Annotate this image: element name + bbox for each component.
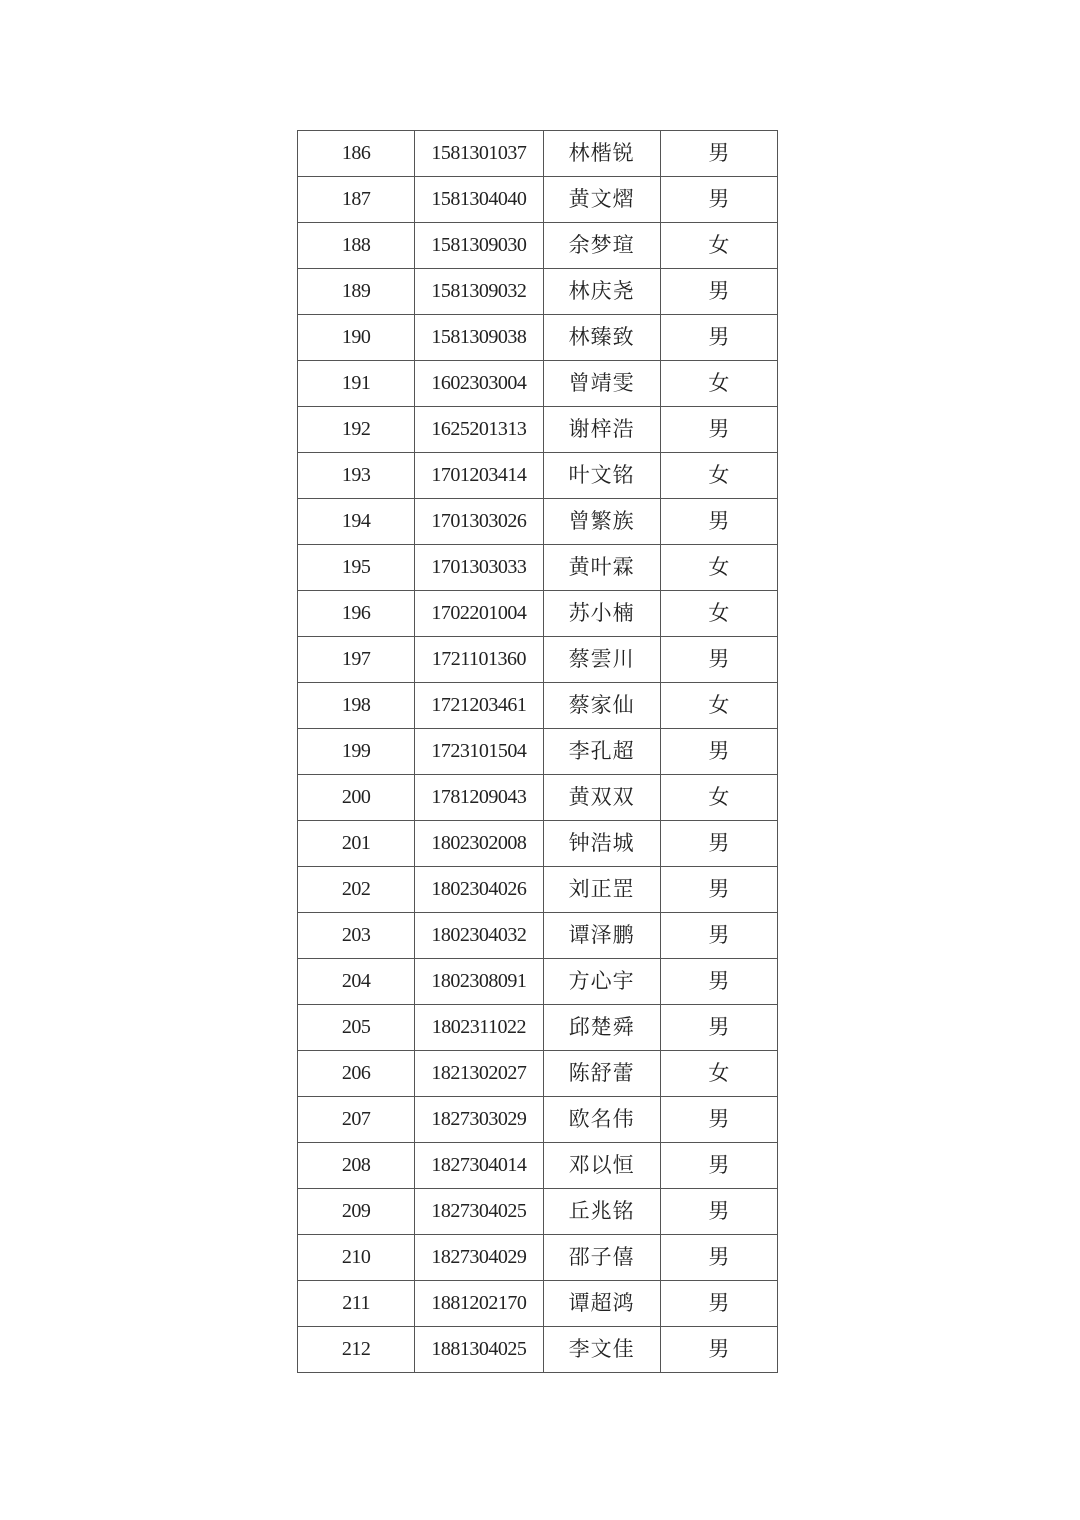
cell-student-id: 1802308091 [415,959,543,1005]
cell-sequence-number: 202 [298,867,415,913]
cell-gender: 男 [660,1143,777,1189]
cell-sequence-number: 191 [298,361,415,407]
cell-student-id: 1581309030 [415,223,543,269]
cell-student-id: 1881202170 [415,1281,543,1327]
cell-sequence-number: 187 [298,177,415,223]
cell-student-name: 李文佳 [543,1327,660,1373]
cell-sequence-number: 203 [298,913,415,959]
table-row [298,1005,778,1051]
cell-sequence-number: 206 [298,1051,415,1097]
cell-student-name: 林楷锐 [543,131,660,177]
cell-student-id: 1721101360 [415,637,543,683]
cell-student-id: 1581309032 [415,269,543,315]
cell-student-name: 苏小楠 [543,591,660,637]
cell-sequence-number: 207 [298,1097,415,1143]
cell-sequence-number: 197 [298,637,415,683]
cell-sequence-number: 186 [298,131,415,177]
cell-sequence-number: 212 [298,1327,415,1373]
cell-student-name: 蔡雲川 [543,637,660,683]
cell-student-name: 谭泽鹏 [543,913,660,959]
cell-student-name: 邵子僖 [543,1235,660,1281]
cell-gender: 男 [660,1097,777,1143]
cell-sequence-number: 209 [298,1189,415,1235]
cell-gender: 女 [660,453,777,499]
cell-gender: 男 [660,729,777,775]
cell-student-id: 1827304029 [415,1235,543,1281]
table-row [298,1235,778,1281]
cell-student-name: 李孔超 [543,729,660,775]
cell-student-name: 曾靖雯 [543,361,660,407]
cell-sequence-number: 199 [298,729,415,775]
cell-sequence-number: 204 [298,959,415,1005]
cell-sequence-number: 211 [298,1281,415,1327]
cell-sequence-number: 194 [298,499,415,545]
cell-student-id: 1827304025 [415,1189,543,1235]
cell-student-id: 1702201004 [415,591,543,637]
table-row [298,591,778,637]
cell-gender: 女 [660,361,777,407]
cell-student-name: 刘正罡 [543,867,660,913]
table-row [298,269,778,315]
cell-student-name: 钟浩城 [543,821,660,867]
cell-student-name: 陈舒蕾 [543,1051,660,1097]
cell-student-id: 1781209043 [415,775,543,821]
cell-student-id: 1827303029 [415,1097,543,1143]
cell-student-id: 1802302008 [415,821,543,867]
cell-gender: 男 [660,1327,777,1373]
roster-table-body [298,131,778,1373]
table-row [298,177,778,223]
cell-student-name: 黄叶霖 [543,545,660,591]
cell-sequence-number: 189 [298,269,415,315]
table-row [298,545,778,591]
cell-sequence-number: 190 [298,315,415,361]
cell-student-id: 1802304026 [415,867,543,913]
cell-gender: 女 [660,775,777,821]
cell-student-id: 1581304040 [415,177,543,223]
table-row [298,453,778,499]
cell-gender: 男 [660,269,777,315]
cell-student-name: 邓以恒 [543,1143,660,1189]
cell-gender: 男 [660,1281,777,1327]
cell-student-id: 1701303026 [415,499,543,545]
table-row [298,1281,778,1327]
cell-gender: 男 [660,821,777,867]
cell-sequence-number: 200 [298,775,415,821]
cell-gender: 男 [660,867,777,913]
cell-student-name: 曾繁族 [543,499,660,545]
cell-gender: 男 [660,499,777,545]
cell-student-name: 林臻致 [543,315,660,361]
table-row [298,407,778,453]
cell-sequence-number: 210 [298,1235,415,1281]
cell-sequence-number: 195 [298,545,415,591]
cell-student-name: 黄文熠 [543,177,660,223]
cell-sequence-number: 192 [298,407,415,453]
cell-gender: 女 [660,223,777,269]
cell-gender: 女 [660,1051,777,1097]
cell-sequence-number: 196 [298,591,415,637]
cell-gender: 女 [660,545,777,591]
table-row [298,867,778,913]
cell-student-name: 谭超鸿 [543,1281,660,1327]
student-roster-table [297,130,778,1373]
cell-gender: 男 [660,1189,777,1235]
table-row [298,361,778,407]
cell-student-name: 邱楚舜 [543,1005,660,1051]
cell-student-id: 1802311022 [415,1005,543,1051]
cell-gender: 女 [660,683,777,729]
table-row [298,821,778,867]
table-row [298,683,778,729]
table-row [298,223,778,269]
table-row [298,315,778,361]
cell-student-id: 1581309038 [415,315,543,361]
cell-gender: 男 [660,637,777,683]
cell-student-name: 谢梓浩 [543,407,660,453]
cell-student-id: 1723101504 [415,729,543,775]
table-row [298,959,778,1005]
cell-student-id: 1581301037 [415,131,543,177]
cell-student-id: 1625201313 [415,407,543,453]
cell-sequence-number: 198 [298,683,415,729]
cell-student-name: 蔡家仙 [543,683,660,729]
cell-student-id: 1602303004 [415,361,543,407]
cell-student-name: 丘兆铭 [543,1189,660,1235]
table-row [298,775,778,821]
cell-sequence-number: 193 [298,453,415,499]
cell-gender: 男 [660,315,777,361]
table-row [298,131,778,177]
cell-sequence-number: 201 [298,821,415,867]
cell-student-name: 黄双双 [543,775,660,821]
table-row [298,1097,778,1143]
cell-student-name: 叶文铭 [543,453,660,499]
table-row [298,913,778,959]
cell-gender: 男 [660,1005,777,1051]
cell-gender: 男 [660,913,777,959]
cell-sequence-number: 208 [298,1143,415,1189]
cell-student-name: 方心宇 [543,959,660,1005]
cell-student-id: 1821302027 [415,1051,543,1097]
cell-sequence-number: 188 [298,223,415,269]
table-row [298,1189,778,1235]
cell-sequence-number: 205 [298,1005,415,1051]
cell-student-id: 1827304014 [415,1143,543,1189]
table-row [298,499,778,545]
cell-gender: 男 [660,407,777,453]
cell-student-id: 1802304032 [415,913,543,959]
cell-gender: 女 [660,591,777,637]
cell-student-id: 1701203414 [415,453,543,499]
cell-student-name: 欧名伟 [543,1097,660,1143]
cell-student-id: 1721203461 [415,683,543,729]
table-row [298,1143,778,1189]
cell-student-id: 1701303033 [415,545,543,591]
table-row [298,729,778,775]
cell-gender: 男 [660,131,777,177]
cell-student-id: 1881304025 [415,1327,543,1373]
table-row [298,1327,778,1373]
cell-student-name: 余梦瑄 [543,223,660,269]
cell-student-name: 林庆尧 [543,269,660,315]
cell-gender: 男 [660,177,777,223]
cell-gender: 男 [660,1235,777,1281]
table-row [298,637,778,683]
cell-gender: 男 [660,959,777,1005]
table-row [298,1051,778,1097]
